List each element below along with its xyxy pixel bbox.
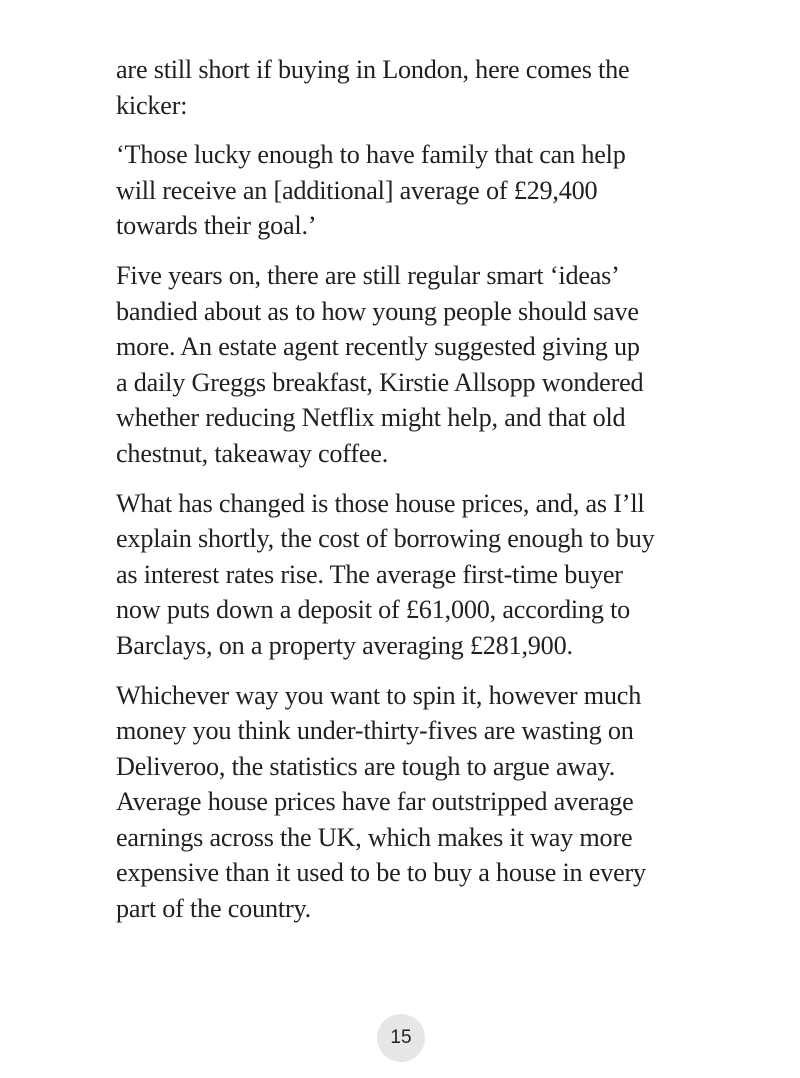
paragraph: What has changed is those house prices, and, as I’ll explain shortly, the cost of borrowing enough to buy as interest rates rise. The average first-time buyer now puts down a deposit of £61,000, according to Barclays, on a property averaging £281,900. <box>116 488 655 660</box>
page-number: 15 <box>390 1027 412 1048</box>
paragraph: Five years on, there are still regular smart ‘ideas’ bandied about as to how young people should save more. An estate agent recently suggested giving up a daily Greggs breakfast, Kirstie Allsopp wondered whether reducing Netflix might help, and that old chestnut, takeaway coffee. <box>116 260 644 468</box>
paragraph: ‘Those lucky enough to have family that can help will receive an [additional] average of £29,400 towards their goal.’ <box>116 140 626 241</box>
page-number-badge <box>377 1014 425 1062</box>
paragraph: are still short if buying in London, here comes the kicker: <box>116 55 630 120</box>
page-body <box>116 52 716 941</box>
paragraph: Whichever way you want to spin it, however much money you think under-thirty-fives are wasting on Deliveroo, the statistics are tough to argue away. Average house prices have far outstripped average earnings across the UK, which makes it way more expensive than it used to be to buy a house in every part of the country. <box>116 680 646 924</box>
